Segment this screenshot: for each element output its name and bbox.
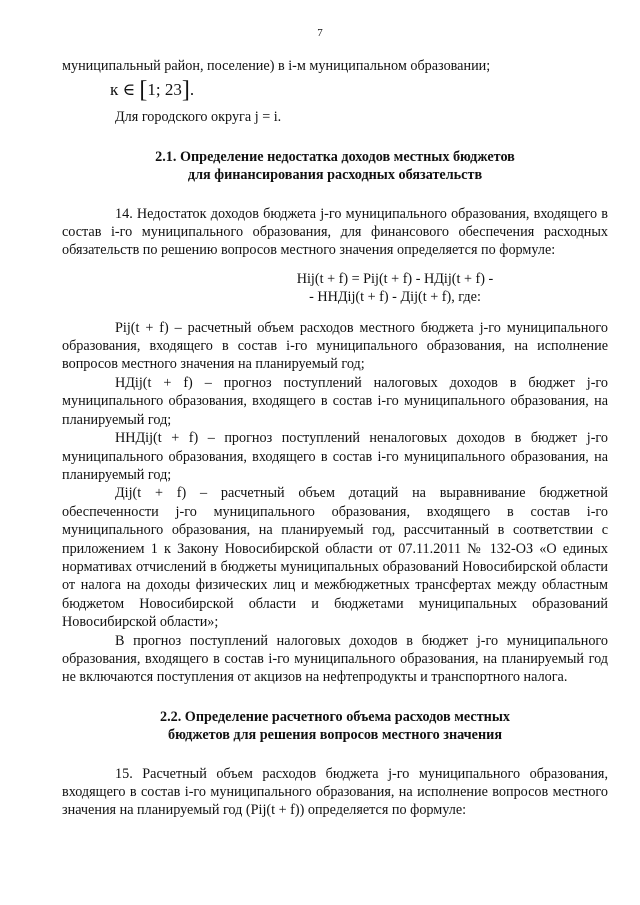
deficit-formula (62, 270, 608, 307)
city-district-note: Для городского округа j = i. (115, 109, 282, 126)
page-content (62, 57, 608, 820)
definition-pij: Pij(t + f) – расчетный объем расходов местного бюджета j-го муниципального образования, входящего в состав i-го муниципального образования, на исполнение вопросов местного значения на планируемый год; (62, 319, 608, 373)
close-bracket: ] (181, 77, 190, 104)
deficit-formula-line1: Hij(t + f) = Pij(t + f) - НДij(t + f) - (296, 270, 494, 287)
page-number: 7 (317, 27, 323, 39)
element-of-symbol: ∈ (122, 80, 136, 100)
k-range-formula (110, 79, 608, 103)
k-variable: к (110, 80, 119, 100)
paragraph-14: 14. Недостаток доходов бюджета j-го муниципального образования, входящего в состав i-го муниципального образования, для финансового обеспечения расходных обязательств по решению вопросов местного значения определяется по формуле: (62, 205, 608, 259)
section-2-1-heading (62, 148, 608, 185)
definition-dij: Дij(t + f) – расчетный объем дотаций на выравнивание бюджетной обеспеченности j-го муниципального образования, входящего в состав i-го муниципального образования, на планируемый год, рассчитанный в соответствии с приложением 1 к Закону Новосибирской области от 07.11.2011 № 132-ОЗ «О единых нормативах отчислений в бюджеты муниципальных образований Новосибирской области от налога на доходы физических лиц и межбюджетных трансфертах между областным бюджетом Новосибирской области и бюджетами муниципальных образований Новосибирской области»; (62, 485, 608, 631)
k-range: 1; 23 (147, 80, 182, 100)
section-2-2-heading-line2: бюджетов для решения вопросов местного значения (167, 727, 502, 744)
section-2-1-heading-line1: 2.1. Определение недостатка доходов местных бюджетов (155, 148, 515, 165)
definition-nndij: ННДij(t + f) – прогноз поступлений неналоговых доходов в бюджет j-го муниципального образования, входящего в состав i-го муниципального образования, на планируемый год; (62, 430, 608, 483)
section-2-1-heading-line2: для финансирования расходных обязательств (187, 167, 483, 184)
intro-line: муниципальный район, поселение) в i-м муниципальном образовании; (62, 58, 491, 74)
paragraph-15: 15. Расчетный объем расходов бюджета j-го муниципального образования, входящего в состав i-го муниципального образования, на исполнение вопросов местного значения на планируемый год (Pij(t + f)) определяется по формуле: (62, 765, 608, 819)
definition-ndij: НДij(t + f) – прогноз поступлений налоговых доходов в бюджет j-го муниципального образования, входящего в состав i-го муниципального образования, на планируемый год; (62, 374, 608, 428)
formula-period: . (189, 80, 195, 100)
open-bracket: [ (139, 77, 148, 104)
deficit-formula-line2: - ННДij(t + f) - Дij(t + f), где: (309, 289, 481, 306)
section-2-2-heading (62, 708, 608, 745)
section-2-2-heading-line1: 2.2. Определение расчетного объема расходов местных (159, 708, 511, 725)
tax-forecast-note: В прогноз поступлений налоговых доходов в бюджет j-го муниципального образования, входящего в состав i-го муниципального образования, на планируемый год не включаются поступления от акцизов на нефтепродукты и транспортного налога. (62, 632, 608, 686)
